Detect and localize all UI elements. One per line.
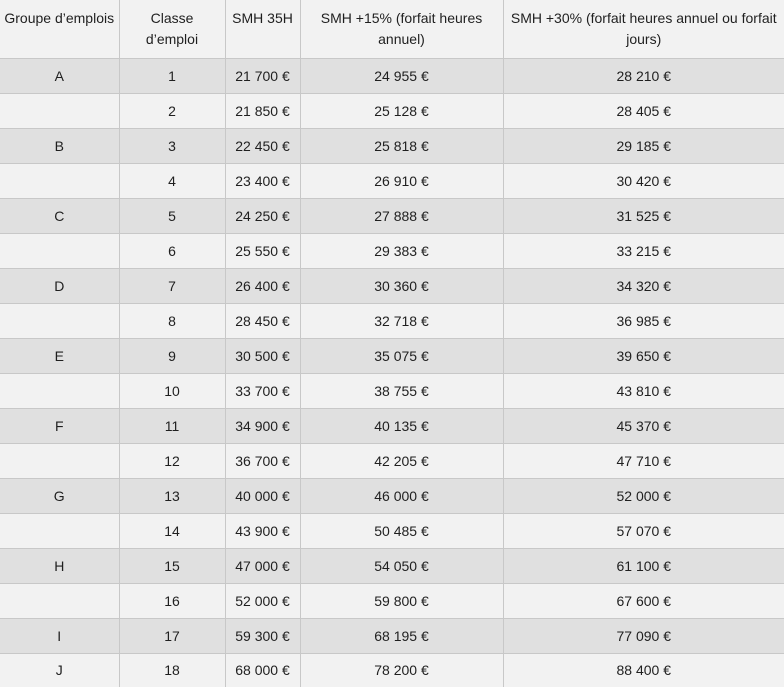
- cell-smh-15: 32 718 €: [300, 303, 503, 338]
- cell-groupe: B: [0, 128, 119, 163]
- table-row: [0, 198, 784, 233]
- cell-smh-30: 29 185 €: [503, 128, 784, 163]
- cell-smh-30: 28 405 €: [503, 93, 784, 128]
- cell-smh-15: 68 195 €: [300, 618, 503, 653]
- cell-smh-35h: 36 700 €: [225, 443, 300, 478]
- cell-smh-30: 30 420 €: [503, 163, 784, 198]
- cell-smh-35h: 22 450 €: [225, 128, 300, 163]
- cell-smh-15: 25 128 €: [300, 93, 503, 128]
- cell-smh-30: 36 985 €: [503, 303, 784, 338]
- table-row: [0, 338, 784, 373]
- cell-smh-30: 57 070 €: [503, 513, 784, 548]
- table-row: [0, 443, 784, 478]
- header-smh-15: SMH +15% (forfait heures annuel): [300, 0, 503, 58]
- cell-smh-35h: 23 400 €: [225, 163, 300, 198]
- cell-smh-30: 47 710 €: [503, 443, 784, 478]
- cell-classe: 7: [119, 268, 225, 303]
- cell-classe: 11: [119, 408, 225, 443]
- cell-groupe: G: [0, 478, 119, 513]
- cell-classe: 17: [119, 618, 225, 653]
- cell-smh-15: 54 050 €: [300, 548, 503, 583]
- header-groupe-emplois: Groupe d’emplois: [0, 0, 119, 58]
- cell-groupe: J: [0, 653, 119, 687]
- cell-smh-15: 27 888 €: [300, 198, 503, 233]
- cell-smh-35h: 28 450 €: [225, 303, 300, 338]
- cell-smh-35h: 43 900 €: [225, 513, 300, 548]
- cell-smh-30: 43 810 €: [503, 373, 784, 408]
- cell-groupe: [0, 583, 119, 618]
- cell-classe: 8: [119, 303, 225, 338]
- cell-smh-15: 24 955 €: [300, 58, 503, 93]
- cell-smh-30: 39 650 €: [503, 338, 784, 373]
- cell-classe: 5: [119, 198, 225, 233]
- table-row: [0, 583, 784, 618]
- cell-smh-35h: 34 900 €: [225, 408, 300, 443]
- table-row: [0, 268, 784, 303]
- header-row: [0, 0, 784, 58]
- cell-groupe: D: [0, 268, 119, 303]
- table-row: [0, 513, 784, 548]
- cell-smh-15: 42 205 €: [300, 443, 503, 478]
- table-row: [0, 408, 784, 443]
- cell-groupe: A: [0, 58, 119, 93]
- cell-classe: 3: [119, 128, 225, 163]
- table-row: [0, 653, 784, 687]
- cell-smh-30: 61 100 €: [503, 548, 784, 583]
- cell-smh-15: 46 000 €: [300, 478, 503, 513]
- table-row: [0, 163, 784, 198]
- header-smh-35h: SMH 35H: [225, 0, 300, 58]
- cell-classe: 1: [119, 58, 225, 93]
- table-row: [0, 128, 784, 163]
- cell-smh-15: 59 800 €: [300, 583, 503, 618]
- cell-smh-15: 35 075 €: [300, 338, 503, 373]
- cell-smh-30: 77 090 €: [503, 618, 784, 653]
- cell-classe: 4: [119, 163, 225, 198]
- cell-groupe: [0, 303, 119, 338]
- cell-smh-15: 26 910 €: [300, 163, 503, 198]
- cell-classe: 16: [119, 583, 225, 618]
- cell-classe: 10: [119, 373, 225, 408]
- cell-groupe: [0, 513, 119, 548]
- table-body: [0, 58, 784, 687]
- cell-smh-35h: 33 700 €: [225, 373, 300, 408]
- cell-smh-35h: 26 400 €: [225, 268, 300, 303]
- table-row: [0, 233, 784, 268]
- cell-classe: 12: [119, 443, 225, 478]
- cell-smh-15: 25 818 €: [300, 128, 503, 163]
- cell-classe: 13: [119, 478, 225, 513]
- table-row: [0, 303, 784, 338]
- cell-groupe: [0, 373, 119, 408]
- cell-smh-15: 30 360 €: [300, 268, 503, 303]
- cell-classe: 15: [119, 548, 225, 583]
- cell-smh-35h: 24 250 €: [225, 198, 300, 233]
- cell-smh-35h: 25 550 €: [225, 233, 300, 268]
- cell-smh-30: 34 320 €: [503, 268, 784, 303]
- header-smh-30: SMH +30% (forfait heures annuel ou forfait jours): [503, 0, 784, 58]
- table-row: [0, 93, 784, 128]
- table-header: [0, 0, 784, 58]
- cell-classe: 14: [119, 513, 225, 548]
- cell-smh-35h: 47 000 €: [225, 548, 300, 583]
- cell-smh-15: 29 383 €: [300, 233, 503, 268]
- cell-smh-35h: 59 300 €: [225, 618, 300, 653]
- cell-smh-15: 78 200 €: [300, 653, 503, 687]
- cell-groupe: F: [0, 408, 119, 443]
- table-row: [0, 548, 784, 583]
- cell-smh-35h: 40 000 €: [225, 478, 300, 513]
- cell-groupe: H: [0, 548, 119, 583]
- cell-groupe: [0, 233, 119, 268]
- cell-smh-30: 31 525 €: [503, 198, 784, 233]
- cell-smh-30: 52 000 €: [503, 478, 784, 513]
- table-row: [0, 58, 784, 93]
- cell-classe: 9: [119, 338, 225, 373]
- cell-classe: 2: [119, 93, 225, 128]
- cell-classe: 6: [119, 233, 225, 268]
- header-classe-emploi: Classe d’emploi: [119, 0, 225, 58]
- cell-groupe: [0, 93, 119, 128]
- cell-groupe: [0, 443, 119, 478]
- cell-smh-35h: 52 000 €: [225, 583, 300, 618]
- cell-smh-35h: 21 850 €: [225, 93, 300, 128]
- cell-smh-30: 45 370 €: [503, 408, 784, 443]
- cell-smh-15: 38 755 €: [300, 373, 503, 408]
- table-row: [0, 478, 784, 513]
- cell-smh-35h: 21 700 €: [225, 58, 300, 93]
- cell-groupe: E: [0, 338, 119, 373]
- cell-smh-30: 67 600 €: [503, 583, 784, 618]
- cell-classe: 18: [119, 653, 225, 687]
- cell-smh-15: 40 135 €: [300, 408, 503, 443]
- cell-groupe: [0, 163, 119, 198]
- table-row: [0, 618, 784, 653]
- cell-smh-30: 33 215 €: [503, 233, 784, 268]
- cell-groupe: I: [0, 618, 119, 653]
- cell-smh-35h: 30 500 €: [225, 338, 300, 373]
- table-row: [0, 373, 784, 408]
- cell-smh-30: 28 210 €: [503, 58, 784, 93]
- cell-smh-15: 50 485 €: [300, 513, 503, 548]
- cell-smh-35h: 68 000 €: [225, 653, 300, 687]
- cell-smh-30: 88 400 €: [503, 653, 784, 687]
- cell-groupe: C: [0, 198, 119, 233]
